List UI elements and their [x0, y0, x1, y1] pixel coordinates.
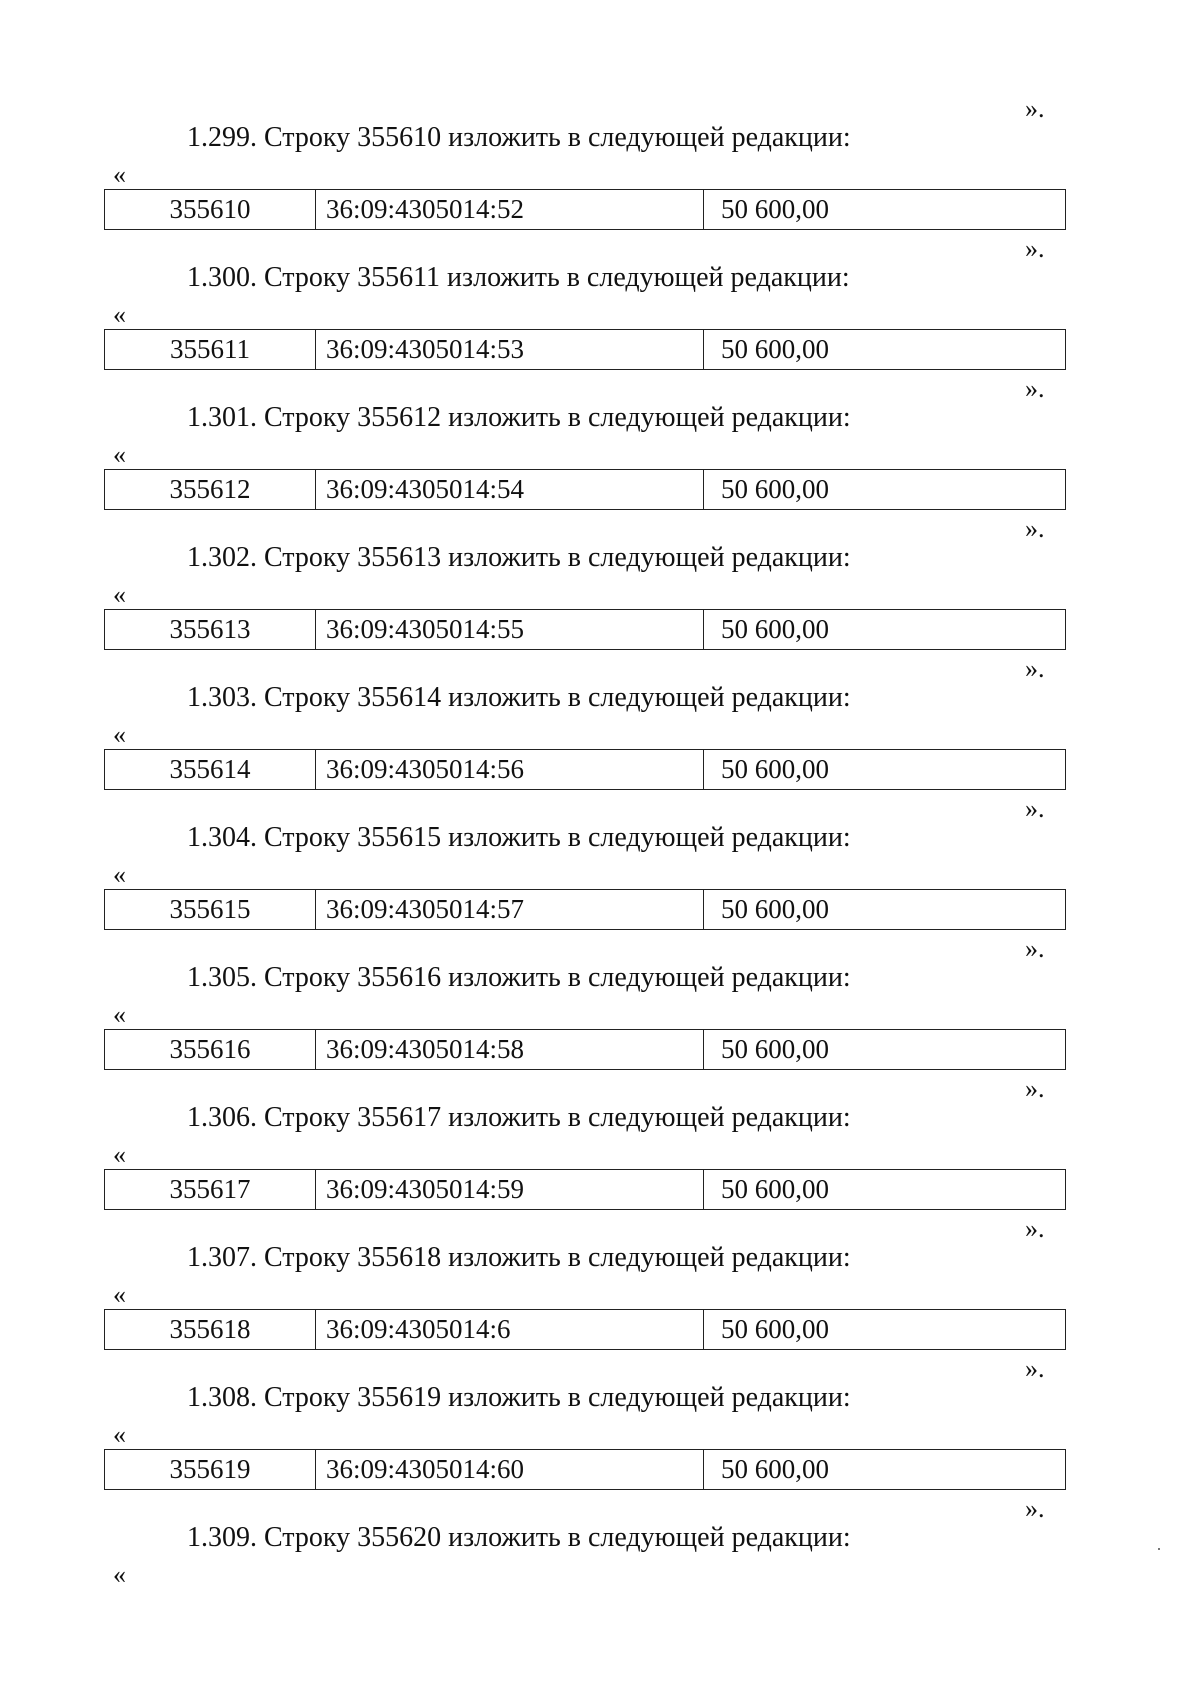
scan-speck — [1158, 1548, 1160, 1550]
closing-quote: ». — [1025, 514, 1045, 543]
amendment-heading: 1.302. Строку 355613 изложить в следующей редакции: — [187, 542, 851, 573]
closing-quote: ». — [1025, 1494, 1045, 1523]
opening-quote: « — [113, 1280, 126, 1309]
closing-quote: ». — [1025, 94, 1045, 123]
closing-quote: ». — [1025, 1074, 1045, 1103]
amount-cell: 50 600,00 — [721, 614, 829, 644]
amended-row-table — [104, 749, 1066, 790]
amendment-heading: 1.301. Строку 355612 изложить в следующей редакции: — [187, 402, 851, 433]
amendment-heading: 1.309. Строку 355620 изложить в следующей редакции: — [187, 1522, 851, 1553]
opening-quote: « — [113, 1420, 126, 1449]
amendment-heading: 1.299. Строку 355610 изложить в следующей редакции: — [187, 122, 851, 153]
row-code-cell: 355618 — [105, 1310, 316, 1349]
cadastral-number-cell: 36:09:4305014:55 — [316, 610, 704, 649]
cadastral-number-cell: 36:09:4305014:59 — [316, 1170, 704, 1209]
opening-quote: « — [113, 720, 126, 749]
row-code-cell: 355619 — [105, 1450, 316, 1489]
opening-quote: « — [113, 440, 126, 469]
cadastral-number-cell: 36:09:4305014:57 — [316, 890, 704, 929]
amended-row-table — [104, 189, 1066, 230]
amended-row-table — [104, 1449, 1066, 1490]
opening-quote: « — [113, 1000, 126, 1029]
amendment-heading: 1.303. Строку 355614 изложить в следующей редакции: — [187, 682, 851, 713]
amended-row-table — [104, 469, 1066, 510]
opening-quote: « — [113, 160, 126, 189]
cadastral-number-cell: 36:09:4305014:6 — [316, 1310, 704, 1349]
cadastral-number-cell: 36:09:4305014:58 — [316, 1030, 704, 1069]
amended-row-table — [104, 1309, 1066, 1350]
cadastral-number-cell: 36:09:4305014:54 — [316, 470, 704, 509]
row-code-cell: 355617 — [105, 1170, 316, 1209]
row-code-cell: 355611 — [105, 330, 316, 369]
cadastral-number-cell: 36:09:4305014:53 — [316, 330, 704, 369]
amendment-heading: 1.307. Строку 355618 изложить в следующей редакции: — [187, 1242, 851, 1273]
opening-quote: « — [113, 1140, 126, 1169]
amended-row-table — [104, 1169, 1066, 1210]
amount-cell: 50 600,00 — [721, 1174, 829, 1204]
closing-quote: ». — [1025, 794, 1045, 823]
amount-cell: 50 600,00 — [721, 1034, 829, 1064]
opening-quote: « — [113, 580, 126, 609]
opening-quote: « — [113, 1560, 126, 1589]
row-code-cell: 355614 — [105, 750, 316, 789]
amount-cell: 50 600,00 — [721, 194, 829, 224]
closing-quote: ». — [1025, 374, 1045, 403]
opening-quote: « — [113, 860, 126, 889]
closing-quote: ». — [1025, 234, 1045, 263]
amount-cell: 50 600,00 — [721, 754, 829, 784]
amount-cell: 50 600,00 — [721, 334, 829, 364]
closing-quote: ». — [1025, 654, 1045, 683]
closing-quote: ». — [1025, 934, 1045, 963]
amount-cell: 50 600,00 — [721, 1314, 829, 1344]
row-code-cell: 355610 — [105, 190, 316, 229]
amendment-heading: 1.305. Строку 355616 изложить в следующей редакции: — [187, 962, 851, 993]
amended-row-table — [104, 1029, 1066, 1070]
amendment-heading: 1.304. Строку 355615 изложить в следующей редакции: — [187, 822, 851, 853]
amended-row-table — [104, 609, 1066, 650]
opening-quote: « — [113, 300, 126, 329]
amount-cell: 50 600,00 — [721, 1454, 829, 1484]
amendment-heading: 1.300. Строку 355611 изложить в следующей редакции: — [187, 262, 850, 293]
amount-cell: 50 600,00 — [721, 474, 829, 504]
closing-quote: ». — [1025, 1214, 1045, 1243]
row-code-cell: 355612 — [105, 470, 316, 509]
amended-row-table — [104, 889, 1066, 930]
amendment-heading: 1.308. Строку 355619 изложить в следующей редакции: — [187, 1382, 851, 1413]
cadastral-number-cell: 36:09:4305014:52 — [316, 190, 704, 229]
amended-row-table — [104, 329, 1066, 370]
row-code-cell: 355616 — [105, 1030, 316, 1069]
amendment-heading: 1.306. Строку 355617 изложить в следующей редакции: — [187, 1102, 851, 1133]
row-code-cell: 355613 — [105, 610, 316, 649]
cadastral-number-cell: 36:09:4305014:60 — [316, 1450, 704, 1489]
cadastral-number-cell: 36:09:4305014:56 — [316, 750, 704, 789]
row-code-cell: 355615 — [105, 890, 316, 929]
closing-quote: ». — [1025, 1354, 1045, 1383]
amount-cell: 50 600,00 — [721, 894, 829, 924]
